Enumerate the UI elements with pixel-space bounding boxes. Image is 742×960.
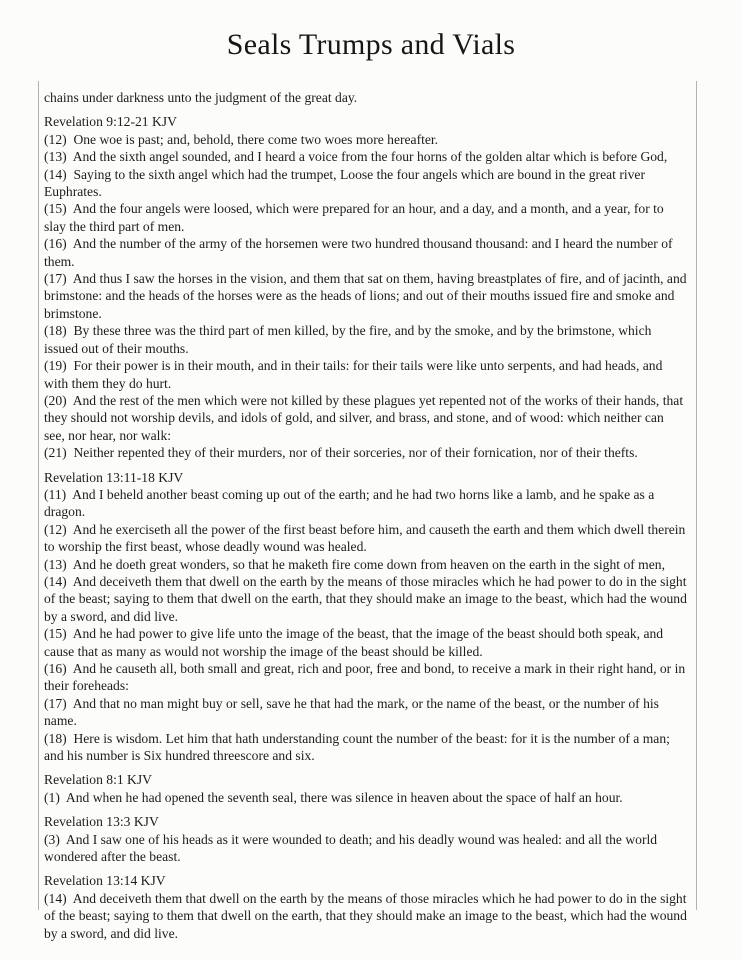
- verse-text: (19) For their power is in their mouth, and in their tails: for their tails were like unto serpents, and had heads, and with them they do hurt.: [44, 358, 663, 391]
- section-heading: Revelation 9:12-21 KJV: [44, 114, 177, 130]
- verse-text: (21) Neither repented they of their murders, nor of their sorceries, nor of their fornication, nor of their thefts.: [44, 445, 638, 461]
- scripture-frame: [38, 81, 697, 941]
- scripture-section: [44, 872, 687, 942]
- section-heading: Revelation 13:3 KJV: [44, 814, 159, 830]
- scripture-section: [44, 113, 687, 461]
- section-heading: Revelation 8:1 KJV: [44, 772, 152, 788]
- verse-text: (14) And deceiveth them that dwell on the earth by the means of those miracles which he had power to do in the sight of the beast; saying to them that dwell on the earth, that they should make an image to the beast, which had the wound by a sword, and did live.: [44, 890, 687, 941]
- scripture-section: [44, 771, 687, 806]
- section-heading: Revelation 13:14 KJV: [44, 873, 166, 889]
- verse-text: (15) And the four angels were loosed, which were prepared for an hour, and a day, and a month, and a year, for to slay the third part of men.: [44, 201, 664, 234]
- verse-text: (17) And that no man might buy or sell, save he that had the mark, or the name of the beast, or the number of his name.: [44, 695, 659, 729]
- verse-text: (1) And when he had opened the seventh seal, there was silence in heaven about the space of half an hour.: [44, 789, 623, 805]
- verse-text: (18) Here is wisdom. Let him that hath understanding count the number of the beast: for it is the number of a man; and his number is Six hundred threescore and six.: [44, 730, 670, 764]
- verse-text: (16) And he causeth all, both small and great, rich and poor, free and bond, to receive a mark in their right hand, or in their foreheads:: [44, 661, 686, 694]
- verse-text: (18) By these three was the third part of men killed, by the fire, and by the smoke, and by the brimstone, which issued out of their mouths.: [44, 323, 652, 356]
- verse-text: (20) And the rest of the men which were not killed by these plagues yet repented not of the works of their hands, that they should not worship devils, and idols of gold, and silver, and brass, and stone, and of wood: which neither can see, nor hear, nor walk:: [44, 392, 684, 443]
- verse-text: (11) And I beheld another beast coming up out of the earth; and he had two horns like a lamb, and he spake as a dragon.: [44, 486, 655, 520]
- page-title: Seals Trumps and Vials: [226, 28, 516, 61]
- verse-text: (17) And thus I saw the horses in the vision, and them that sat on them, having breastplates of fire, and of jacinth, and brimstone: and the heads of the horses were as the heads of lions; and out of their mouths issued fire and smoke and brimstone.: [44, 271, 687, 321]
- scripture-section: [44, 813, 687, 865]
- verse-text: (14) And deceiveth them that dwell on the earth by the means of those miracles which he had power to do in the sight of the beast; saying to them that dwell on the earth, that they should make an image to the beast, which had the wound by a sword, and did live.: [44, 573, 687, 624]
- verse-text: (3) And I saw one of his heads as it were wounded to death; and his deadly wound was healed: and all the world wondered after the beast.: [44, 831, 658, 865]
- verse-text: (12) And he exerciseth all the power of the first beast before him, and causeth the earth and them which dwell therein to worship the first beast, whose deadly wound was healed.: [44, 521, 686, 555]
- verse-text: (15) And he had power to give life unto the image of the beast, that the image of the beast should both speak, and cause that as many as would not worship the image of the beast should be killed.: [44, 626, 664, 659]
- verse-text: (12) One woe is past; and, behold, there come two woes more hereafter.: [44, 131, 439, 147]
- scripture-section: [44, 469, 687, 765]
- section-heading: Revelation 13:11-18 KJV: [44, 469, 184, 485]
- verse-text: (14) Saying to the sixth angel which had the trumpet, Loose the four angels which are bound in the great river Euphrates.: [44, 166, 645, 200]
- scripture-sections: [44, 113, 687, 942]
- verse-text: (13) And he doeth great wonders, so that he maketh fire come down from heaven on the earth in the sight of men,: [44, 556, 665, 572]
- continuation-text: chains under darkness unto the judgment of the great day.: [44, 90, 358, 105]
- verse-text: (16) And the number of the army of the horsemen were two hundred thousand thousand: and I heard the number of them.: [44, 236, 673, 269]
- verse-text: (13) And the sixth angel sounded, and I heard a voice from the four horns of the golden altar which is before God,: [44, 149, 668, 165]
